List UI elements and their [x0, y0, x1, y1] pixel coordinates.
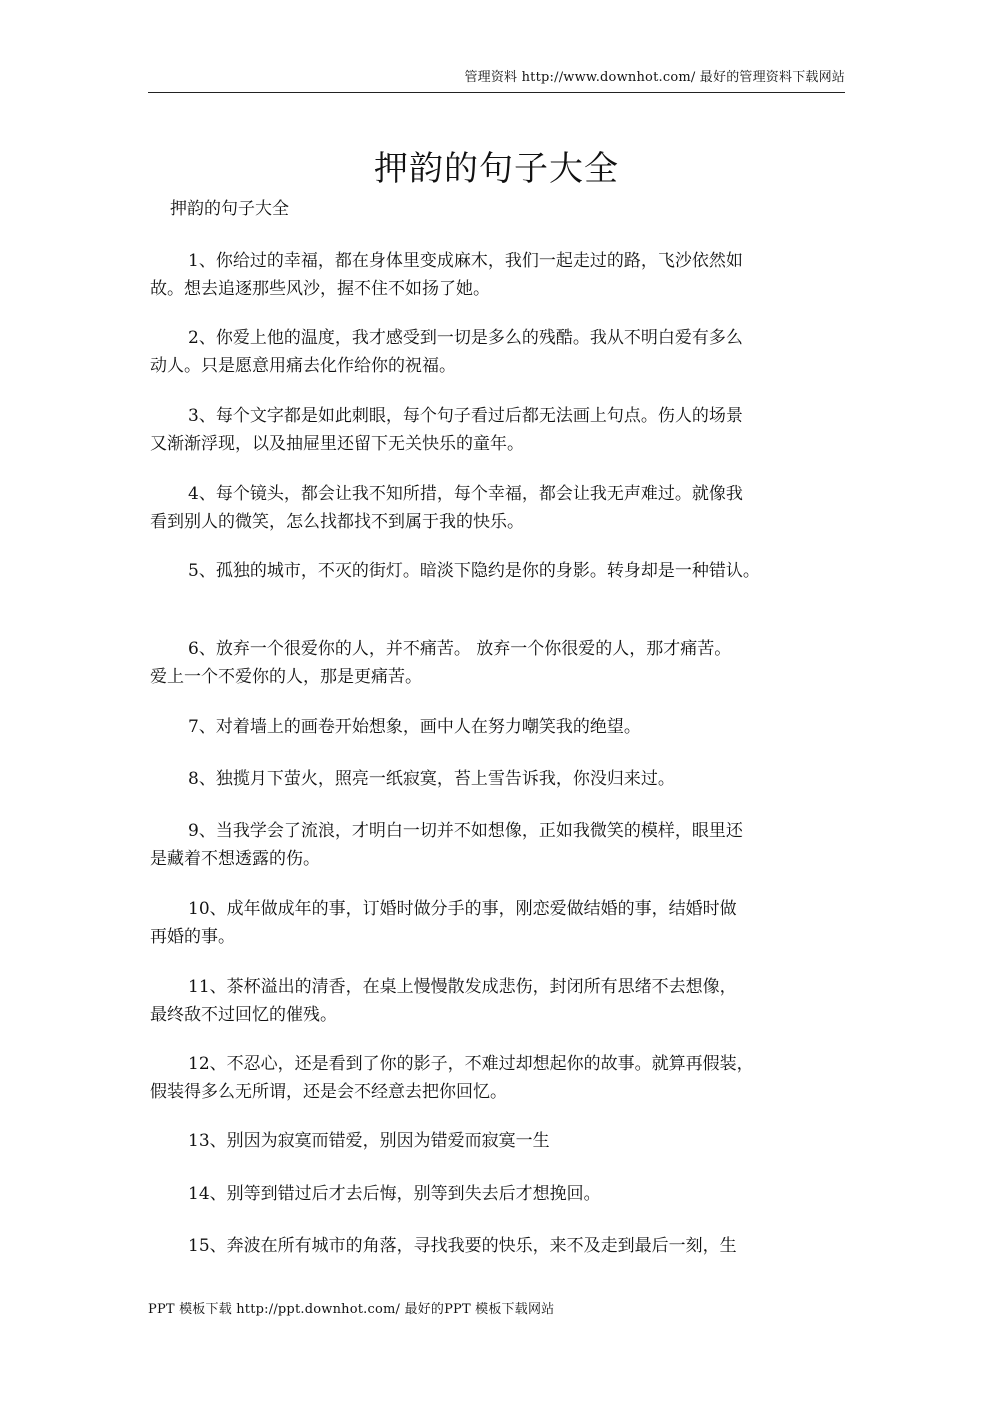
paragraph-line: 是藏着不想透露的伤。 — [150, 849, 320, 869]
paragraph-line: 9、当我学会了流浪，才明白一切并不如想像，正如我微笑的模样，眼里还 — [188, 821, 743, 841]
paragraph-line: 爱上一个不爱你的人，那是更痛苦。 — [150, 667, 422, 687]
paragraph-13 — [150, 1127, 845, 1155]
paragraph-8 — [150, 765, 845, 793]
paragraph-line: 最终敌不过回忆的催残。 — [150, 1005, 337, 1025]
paragraph-5 — [150, 557, 845, 585]
paragraph-line: 12、不忍心，还是看到了你的影子，不难过却想起你的故事。就算再假装， — [188, 1054, 754, 1074]
paragraph-line: 7、对着墙上的画卷开始想象，画中人在努力嘲笑我的绝望。 — [188, 717, 641, 737]
paragraph-2 — [150, 324, 845, 380]
paragraph-line: 13、别因为寂寞而错爱，别因为错爱而寂寞一生 — [188, 1131, 550, 1151]
paragraph-line: 看到别人的微笑，怎么找都找不到属于我的快乐。 — [150, 512, 524, 532]
paragraph-14 — [150, 1180, 845, 1208]
paragraph-line: 动人。只是愿意用痛去化作给你的祝福。 — [150, 356, 456, 376]
paragraph-line: 14、别等到错过后才去后悔，别等到失去后才想挽回。 — [188, 1184, 601, 1204]
paragraph-7 — [150, 713, 845, 741]
page-footer: PPT 模板下载 http://ppt.downhot.com/ 最好的PPT 模板下载网站 — [148, 1302, 555, 1317]
paragraph-line: 再婚的事。 — [150, 927, 235, 947]
paragraph-1 — [150, 247, 845, 303]
paragraph-line: 3、每个文字都是如此刺眼，每个句子看过后都无法画上句点。伤人的场景 — [188, 406, 743, 426]
paragraph-line: 10、成年做成年的事，订婚时做分手的事，刚恋爱做结婚的事，结婚时做 — [188, 899, 737, 919]
paragraph-line: 故。想去追逐那些风沙，握不住不如扬了她。 — [150, 279, 490, 299]
document-title: 押韵的句子大全 — [374, 148, 619, 189]
paragraph-line: 1、你给过的幸福，都在身体里变成麻木，我们一起走过的路，飞沙依然如 — [188, 251, 743, 271]
paragraph-line: 11、茶杯溢出的清香，在桌上慢慢散发成悲伤，封闭所有思绪不去想像， — [188, 977, 737, 997]
paragraph-10 — [150, 895, 845, 951]
paragraph-line: 15、奔波在所有城市的角落，寻找我要的快乐，来不及走到最后一刻，生 — [188, 1236, 737, 1256]
paragraph-11 — [150, 973, 845, 1029]
paragraph-6 — [150, 635, 845, 691]
paragraph-line: 4、每个镜头，都会让我不知所措，每个幸福，都会让我无声难过。就像我 — [188, 484, 743, 504]
header-divider — [148, 92, 845, 93]
paragraph-line: 2、你爱上他的温度，我才感受到一切是多么的残酷。我从不明白爱有多么 — [188, 328, 743, 348]
paragraph-3 — [150, 402, 845, 458]
page-header: 管理资料 http://www.downhot.com/ 最好的管理资料下载网站 — [464, 70, 845, 85]
paragraph-line: 假装得多么无所谓，还是会不经意去把你回忆。 — [150, 1082, 507, 1102]
paragraph-line: 5、孤独的城市，不灭的街灯。暗淡下隐约是你的身影。转身却是一种错认。 — [188, 561, 760, 581]
paragraph-9 — [150, 817, 845, 873]
paragraph-12 — [150, 1050, 845, 1106]
document-subtitle: 押韵的句子大全 — [170, 199, 289, 219]
paragraph-line: 6、放弃一个很爱你的人，并不痛苦。 放弃一个你很爱的人，那才痛苦。 — [188, 639, 732, 659]
paragraph-15 — [150, 1232, 845, 1260]
paragraph-line: 又渐渐浮现，以及抽屉里还留下无关快乐的童年。 — [150, 434, 524, 454]
paragraph-line: 8、独揽月下萤火，照亮一纸寂寞，苔上雪告诉我，你没归来过。 — [188, 769, 675, 789]
paragraph-4 — [150, 480, 845, 536]
